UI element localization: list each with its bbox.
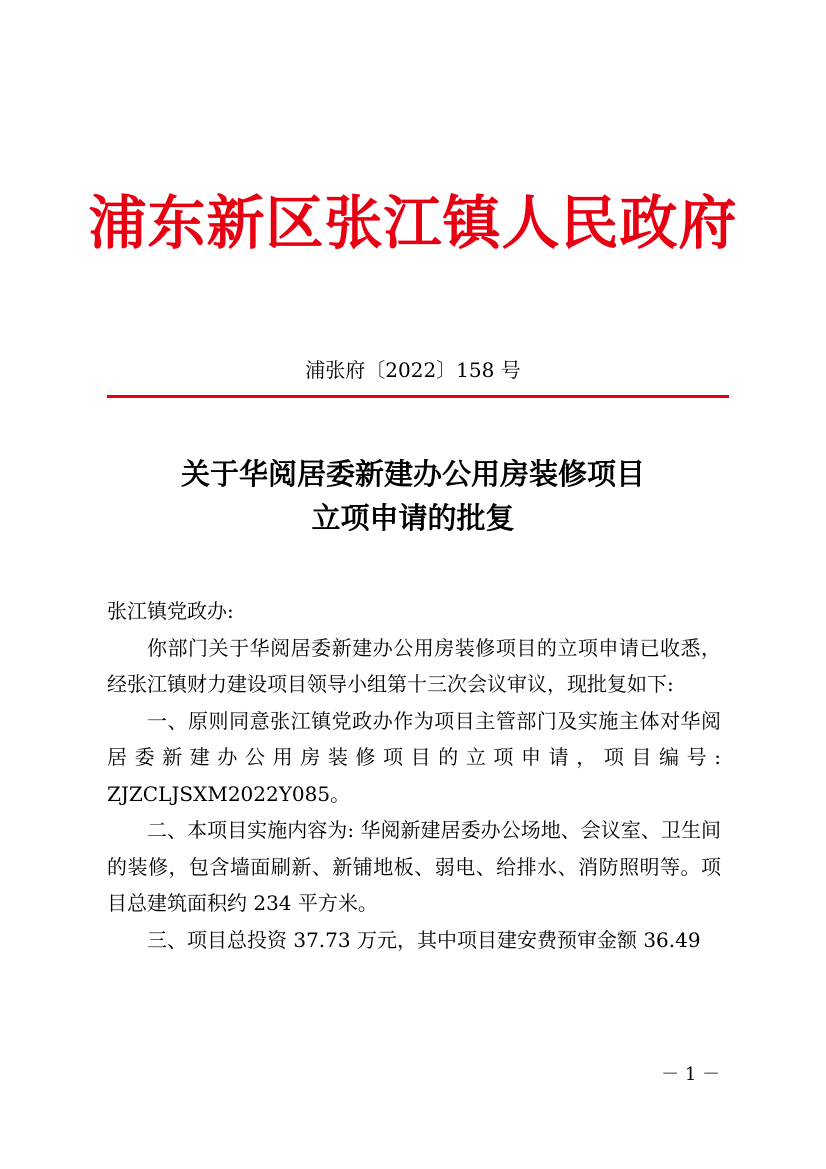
salutation: 张江镇党政办: bbox=[107, 599, 234, 623]
body-paragraph-item-3: 三、项目总投资 37.73 万元，其中项目建安费预审金额 36.49 bbox=[147, 927, 701, 952]
body-paragraph-intro: 你部门关于华阅居委新建办公用房装修项目的立项申请已收悉，经张江镇财力建设项目领导小组第十三次会议审议，现批复如下: bbox=[107, 635, 721, 696]
page-number: － 1 － bbox=[661, 1064, 720, 1085]
issuer-title: 浦东新区张江镇人民政府 bbox=[88, 189, 738, 257]
body-paragraph-item-2: 二、本项目实施内容为: 华阅新建居委办公场地、会议室、卫生间的装修，包含墙面刷新、新铺地板、弱电、给排水、消防照明等。项目总建筑面积约 234 平方米。 bbox=[107, 818, 721, 915]
document-number: 浦张府〔2022〕158 号 bbox=[305, 358, 521, 382]
body-paragraph-item-1: 一、原则同意张江镇党政办作为项目主管部门及实施主体对华阅居委新建办公用房装修项目的立项申请，项目编号: ZJZCLJSXM2022Y085。 bbox=[107, 708, 721, 806]
document-title-line-1: 关于华阅居委新建办公用房装修项目 bbox=[180, 457, 645, 491]
red-divider-line bbox=[107, 395, 729, 398]
document-body bbox=[107, 593, 721, 958]
document-title bbox=[0, 452, 826, 540]
document-title-line-2: 立项申请的批复 bbox=[311, 501, 515, 535]
